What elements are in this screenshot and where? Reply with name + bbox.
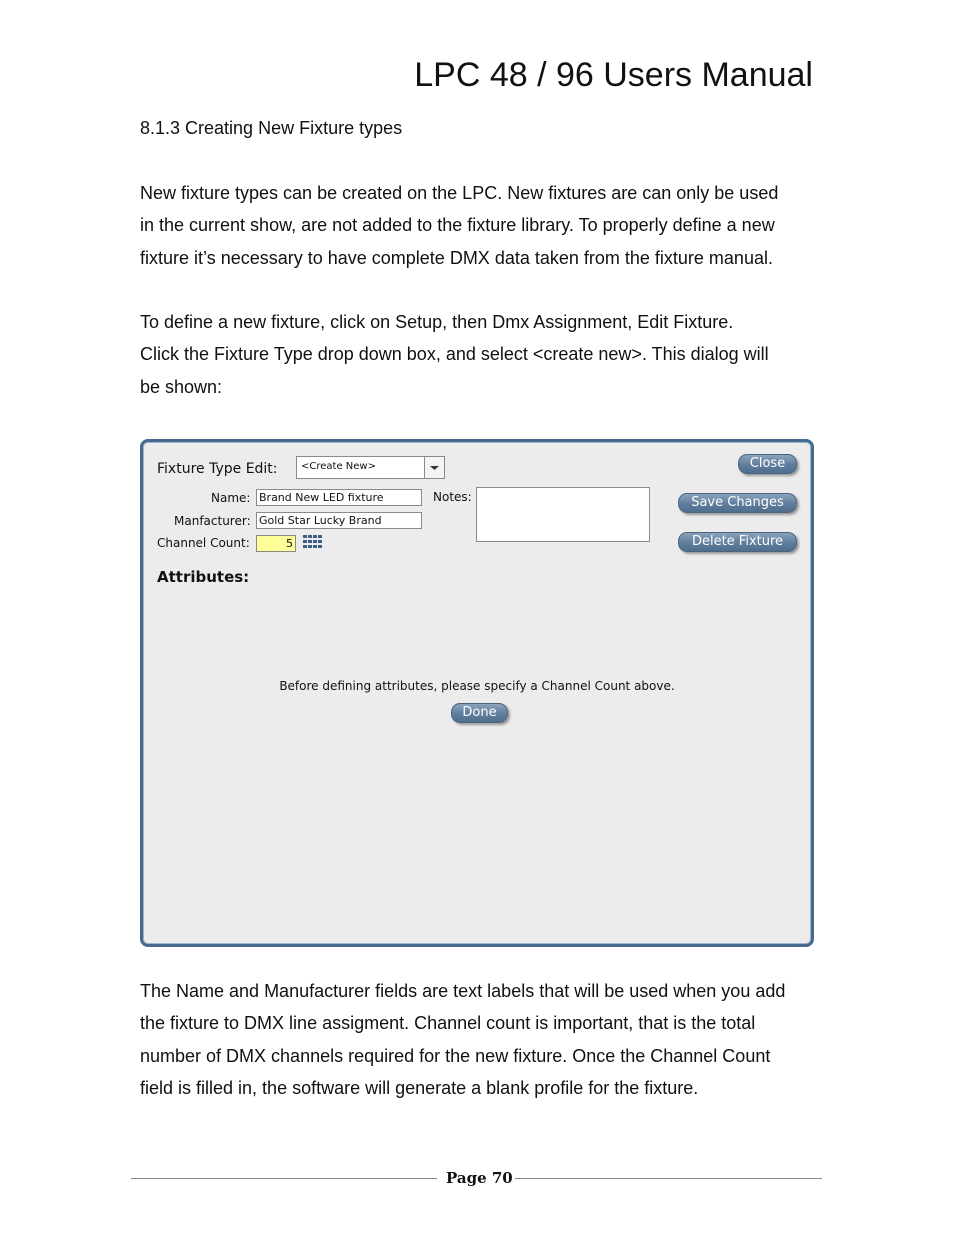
paragraph-line: New fixture types can be created on the LPC. New fixtures are can only be used [140,183,779,203]
paragraph-line: To define a new fixture, click on Setup, then Dmx Assignment, Edit Fixture. [140,312,734,332]
paragraph-line: in the current show, are not added to the fixture library. To properly define a new [140,215,775,236]
save-changes-button[interactable]: Save Changes [678,493,797,513]
document-title: LPC 48 / 96 Users Manual [414,56,813,94]
footer-divider [515,1178,822,1179]
notes-field[interactable] [476,487,650,542]
name-label: Name: [211,491,251,505]
chevron-down-icon[interactable] [424,457,444,478]
paragraph-line: The Name and Manufacturer fields are text labels that will be used when you add [140,981,786,1001]
name-field[interactable]: Brand New LED fixture [256,489,422,506]
attributes-heading: Attributes: [157,568,250,586]
close-button[interactable]: Close [738,454,797,474]
paragraph-intro [140,177,820,274]
fixture-type-value: <Create New> [301,461,376,472]
fixture-type-label: Fixture Type Edit: [157,461,278,477]
paragraph-line: fixture it’s necessary to have complete DMX data taken from the fixture manual. [140,247,773,268]
paragraph-line: field is filled in, the software will generate a blank profile for the fixture. [140,1077,699,1098]
delete-fixture-button[interactable]: Delete Fixture [678,532,797,552]
fixture-type-edit-dialog [140,439,814,947]
paragraph-line: be shown: [140,376,223,397]
attributes-message: Before defining attributes, please specify a Channel Count above. [279,679,675,693]
manufacturer-label: Manfacturer: [174,514,251,528]
paragraph-line: Click the Fixture Type drop down box, and select <create new>. This dialog will [140,344,769,365]
paragraph-instructions [140,306,820,403]
footer-divider [131,1178,437,1179]
section-heading: 8.1.3 Creating New Fixture types [140,118,403,138]
fixture-type-dropdown[interactable] [296,456,445,479]
notes-label: Notes: [433,490,472,504]
page-number: Page 70 [446,1169,513,1187]
done-button[interactable]: Done [451,703,508,723]
paragraph-line: number of DMX channels required for the new fixture. Once the Channel Count [140,1045,771,1066]
channel-count-field[interactable]: 5 [256,535,296,552]
paragraph-fields [140,975,820,1104]
channel-count-label: Channel Count: [157,536,250,550]
manufacturer-field[interactable]: Gold Star Lucky Brand [256,512,422,529]
keypad-icon[interactable] [302,534,323,550]
paragraph-line: the fixture to DMX line assigment. Channel count is important, that is the total [140,1013,756,1034]
